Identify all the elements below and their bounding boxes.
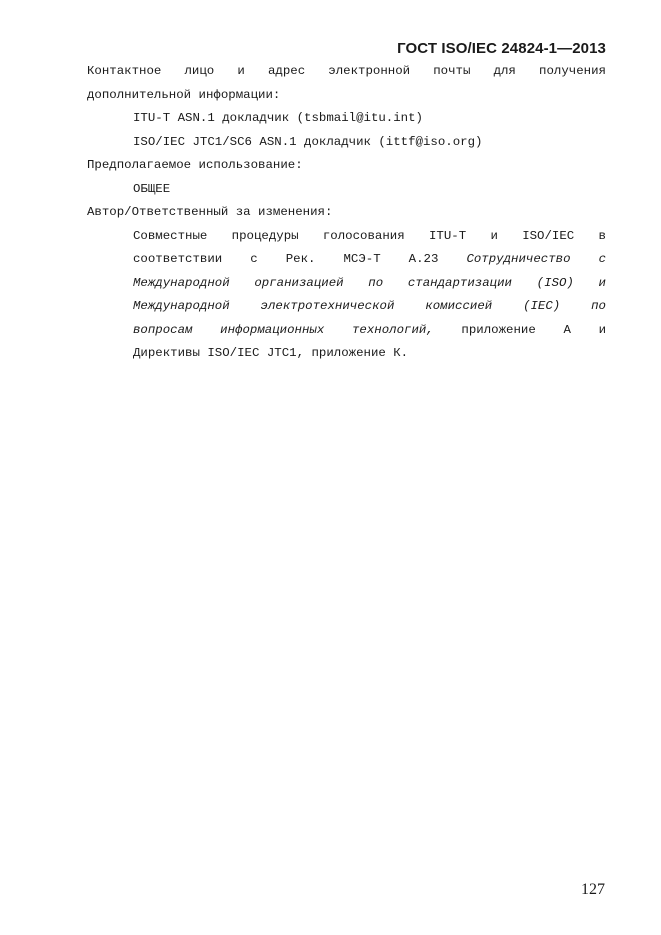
usage-value: ОБЩЕЕ [133, 181, 171, 196]
word: и [490, 228, 498, 243]
word: вопросам [133, 322, 193, 337]
word: почты [433, 64, 471, 78]
word: Совместные [133, 228, 208, 243]
word: Сотрудничество [466, 252, 571, 266]
word: (ISO) [536, 275, 574, 290]
contact-iso: ISO/IEC JTC1/SC6 ASN.1 докладчик (ittf@iso.org) [133, 134, 483, 149]
document-body [87, 60, 606, 366]
word: процедуры [231, 228, 299, 243]
word: для [493, 64, 516, 78]
author-line-3 [133, 272, 606, 296]
word: соответствии [133, 252, 223, 266]
document-header: ГОСТ ISO/IEC 24824-1—2013 [397, 40, 606, 57]
author-line-5 [133, 319, 606, 343]
word: ISO/IEC [522, 228, 575, 243]
word: адрес [267, 64, 306, 78]
author-line-4 [133, 295, 606, 319]
word: Рек. [285, 252, 316, 266]
word: комиссией [425, 299, 493, 313]
contact-itu: ITU-T ASN.1 докладчик (tsbmail@itu.int) [133, 111, 423, 125]
word: А [563, 322, 571, 337]
contact-line-2: дополнительной информации: [87, 87, 281, 102]
author-line-1 [133, 225, 606, 249]
word: стандартизации [407, 275, 512, 290]
word: Контактное [87, 64, 162, 78]
author-line-2 [133, 248, 606, 272]
author-paragraph [87, 225, 606, 366]
word: информационных [220, 322, 325, 337]
page-number: 127 [581, 881, 605, 898]
word: в [598, 228, 606, 243]
word: по [368, 275, 384, 290]
word: с [250, 252, 258, 266]
word: получения [539, 64, 606, 78]
word: А.23 [408, 252, 439, 266]
author-label: Автор/Ответственный за изменения: [87, 205, 333, 219]
word: Международной [133, 275, 230, 290]
author-line-6: Директивы ISO/IEC JTC1, приложение К. [133, 346, 409, 360]
contact-line-1 [87, 60, 606, 84]
word: МСЭ-Т [343, 252, 381, 266]
word: с [598, 252, 606, 266]
word: электротехнической [260, 299, 395, 313]
word: ITU-T [428, 228, 467, 243]
word: и [598, 322, 606, 337]
word: лицо [184, 64, 215, 78]
word: по [591, 299, 606, 313]
word: организацией [254, 275, 344, 290]
word: технологий, [351, 322, 434, 337]
word: и [598, 275, 606, 290]
usage-label: Предполагаемое использование: [87, 158, 303, 172]
word: электронной [328, 64, 411, 78]
word: голосования [322, 228, 405, 243]
word: и [237, 64, 245, 78]
word: Международной [133, 299, 230, 313]
word: приложение [461, 322, 536, 337]
word: (IEC) [523, 299, 561, 313]
